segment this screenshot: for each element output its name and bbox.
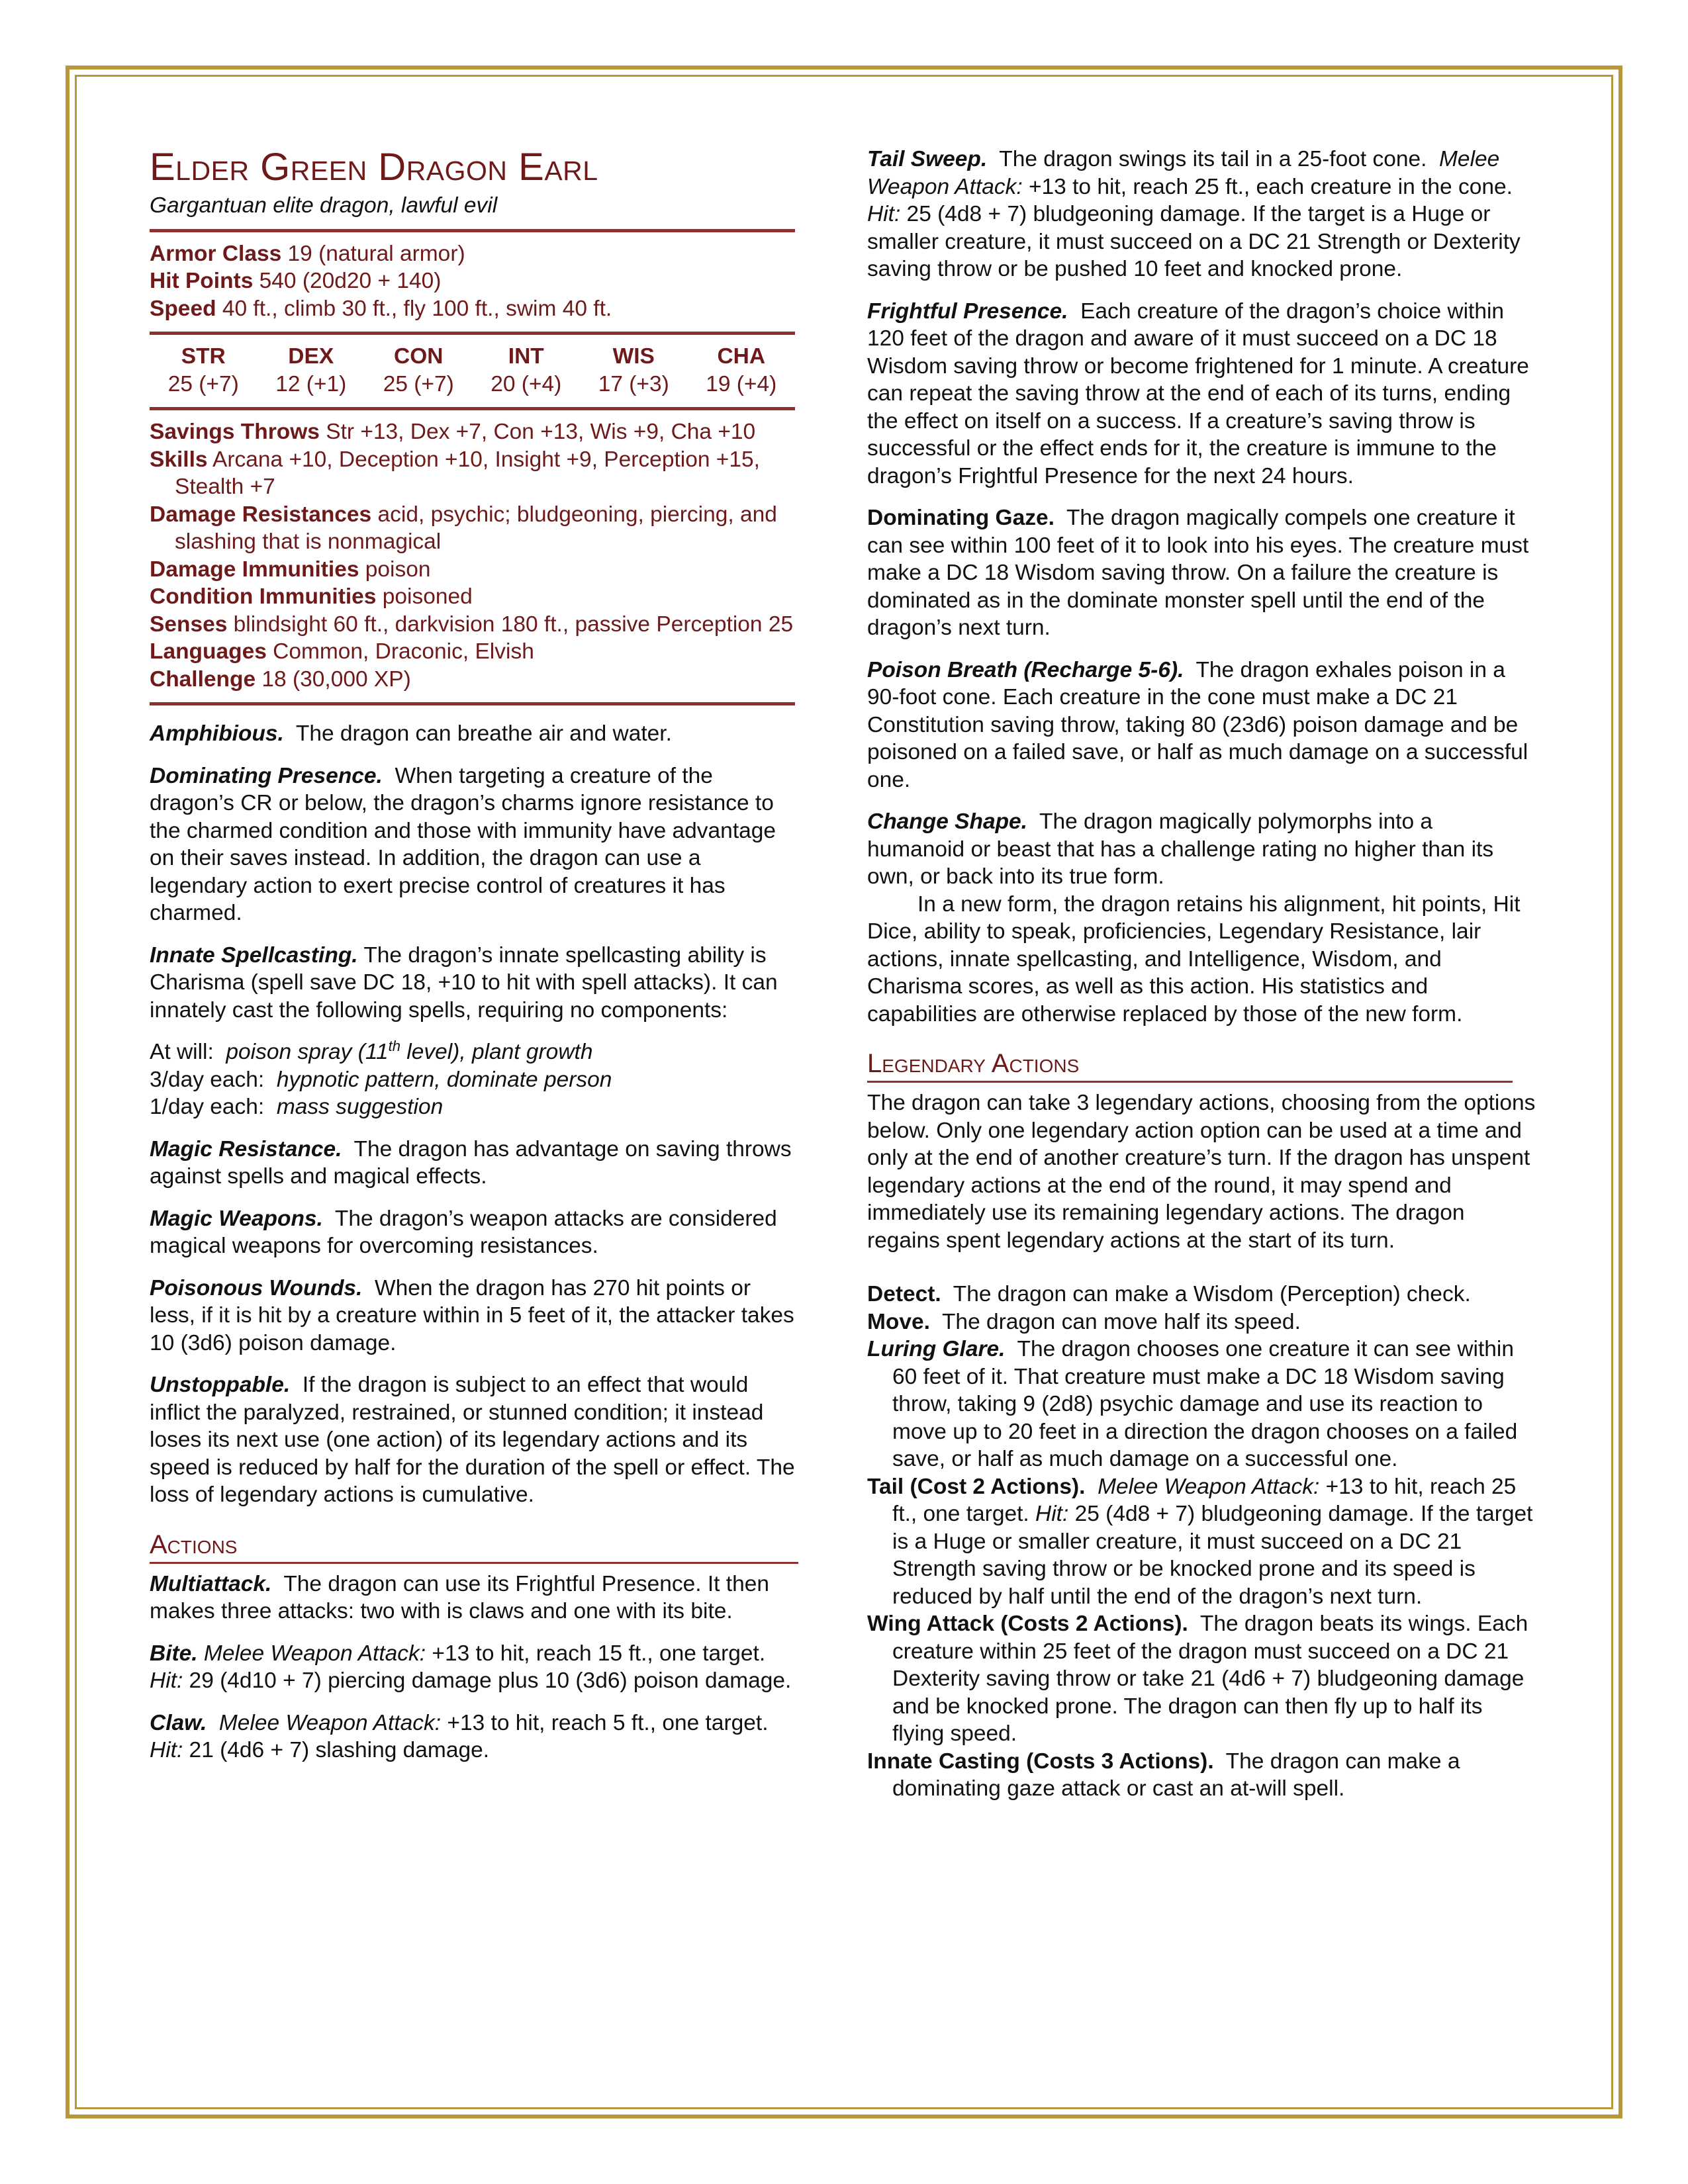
condition-immunities: Condition Immunities poisoned [150, 584, 473, 609]
action-tail-sweep: Tail Sweep. The dragon swings its tail in a 25-foot cone. Melee Weapon Attack: +13 to hit, reach 25 ft., each creature in the cone. Hit: 25 (4d8 + 7) bludgeoning damage. If the target is a Huge or smaller creature, it must succeed on a DC 21 Strength or Dexterity saving throw or be pushed 10 feet and knocked prone. [867, 147, 1521, 281]
trait-magic-resistance: Magic Resistance. The dragon has advantage on saving throws against spells and magical effects. [150, 1136, 792, 1189]
ability-name: CON [394, 344, 444, 369]
trait-innate-spellcasting: Innate Spellcasting. The dragon’s innate spellcasting ability is Charisma (spell save DC 18, +10 to hit with spell attacks). It can innately cast the following spells, requiring no components: [150, 942, 778, 1023]
legendary-intro: The dragon can take 3 legendary actions, choosing from the options below. Only one legendary action option can be used at a time and only at the end of another creature’s turn. If the dragon has unspent legendary actions at the end of the round, it may spend and immediately use its remaining legendary actions. The dragon regains spent legendary actions at the start of its turn. [867, 1091, 1536, 1253]
divider [150, 332, 795, 335]
left-column [150, 146, 798, 1779]
spells-at-will: At will: poison spray (11th level), plant growth [150, 1037, 593, 1064]
damage-resistances: Damage Resistances acid, psychic; bludgeoning, piercing, and slashing that is nonmagical [150, 502, 777, 554]
action-change-shape-details: In a new form, the dragon retains his alignment, hit points, Hit Dice, ability to speak, proficiencies, Legendary Resistance, lair actions, innate spellcasting, and Intelligence, Wisdom, and Charisma scores, as well as this action. His statistics and capabilities are otherwise replaced by those of the new form. [867, 891, 1521, 1026]
ability-score: 25 (+7) [167, 371, 239, 396]
speed: Speed 40 ft., climb 30 ft., fly 100 ft., swim 40 ft. [150, 296, 612, 321]
right-column [867, 146, 1536, 1803]
ability-name: INT [508, 344, 544, 369]
divider [150, 407, 795, 410]
trait-poisonous-wounds: Poisonous Wounds. When the dragon has 270 hit points or less, if it is hit by a creature within in 5 feet of it, the attacker takes 10 (3d6) poison damage. [150, 1275, 794, 1355]
action-poison-breath: Poison Breath (Recharge 5-6). The dragon exhales poison in a 90-foot cone. Each creature in the cone must make a DC 21 Constitution saving throw, taking 80 (23d6) poison damage and be poisoned on a failed save, or half as much damage on a successful one. [867, 657, 1528, 792]
ability-scores [150, 343, 795, 398]
action-change-shape: Change Shape. The dragon magically polymorphs into a humanoid or beast that has a challenge rating no higher than its own, or back into its true form. [867, 809, 1494, 889]
action-bite: Bite. Melee Weapon Attack: +13 to hit, reach 15 ft., one target. Hit: 29 (4d10 + 7) piercing damage plus 10 (3d6) poison damage. [150, 1641, 792, 1693]
divider [150, 702, 795, 705]
actions-heading: Actions [150, 1529, 798, 1564]
spells-three-per-day: 3/day each: hypnotic pattern, dominate person [150, 1067, 612, 1092]
ability-score: 25 (+7) [383, 371, 454, 396]
trait-unstoppable: Unstoppable. If the dragon is subject to an effect that would inflict the paralyzed, restrained, or stunned condition; it instead loses its next use (one action) of its legendary actions and its speed is reduced by half for the duration of the spell or effect. The loss of legendary actions is cumulative. [150, 1373, 795, 1507]
trait-amphibious: Amphibious. The dragon can breathe air and water. [150, 721, 672, 746]
action-dominating-gaze: Dominating Gaze. The dragon magically compels one creature it can see within 100 feet of it to look into his eyes. The creature must make a DC 18 Wisdom saving throw. On a failure the creature is dominated as in the dominate monster spell until the end of the dragon’s next turn. [867, 506, 1529, 640]
action-claw: Claw. Melee Weapon Attack: +13 to hit, reach 5 ft., one target. Hit: 21 (4d6 + 7) slashing damage. [150, 1710, 769, 1762]
legendary-innate-casting: Innate Casting (Costs 3 Actions). The dragon can make a dominating gaze attack or cast an at-will spell. [867, 1749, 1460, 1801]
hit-points: Hit Points 540 (20d20 + 140) [150, 269, 442, 293]
saving-throws: Savings Throws Str +13, Dex +7, Con +13, Wis +9, Cha +10 [150, 420, 756, 444]
legendary-tail: Tail (Cost 2 Actions). Melee Weapon Attack: +13 to hit, reach 25 ft., one target. Hit: 25 (4d8 + 7) bludgeoning damage. If the target is a Huge or smaller creature, it must succeed on a DC 21 Strength saving throw or be knocked prone and its speed is reduced by half until the end of the dragon’s next turn. [867, 1474, 1533, 1609]
challenge: Challenge 18 (30,000 XP) [150, 666, 411, 692]
ability-name: WIS [612, 344, 655, 369]
skills: Skills Arcana +10, Deception +10, Insight +9, Perception +15, Stealth +7 [150, 447, 760, 499]
monster-name: Elder Green Dragon Earl [150, 146, 598, 189]
legendary-move: Move. The dragon can move half its speed. [867, 1309, 1301, 1334]
ability-score: 12 (+1) [275, 371, 347, 396]
ability-score: 19 (+4) [706, 371, 777, 396]
legendary-wing-attack: Wing Attack (Costs 2 Actions). The dragon beats its wings. Each creature within 25 feet of the dragon must succeed on a DC 21 Dexterity saving throw or take 21 (4d6 + 7) bludgeoning damage and be knocked prone. The dragon can then fly up to half its flying speed. [867, 1612, 1528, 1746]
ability-score: 17 (+3) [598, 371, 669, 396]
languages: Languages Common, Draconic, Elvish [150, 639, 534, 664]
legendary-detect: Detect. The dragon can make a Wisdom (Perception) check. [867, 1282, 1471, 1306]
trait-dominating-presence: Dominating Presence. When targeting a creature of the dragon’s CR or below, the dragon’s charms ignore resistance to the charmed condition and those with immunity have advantage on their saves instead. In addition, the dragon can use a legendary action to exert precise control of creatures it has charmed. [150, 763, 776, 925]
ability-name: DEX [288, 344, 334, 369]
ability-name: CHA [717, 344, 766, 369]
monster-type: Gargantuan elite dragon, lawful evil [150, 193, 498, 218]
action-multiattack: Multiattack. The dragon can use its Frightful Presence. It then makes three attacks: two with is claws and one with its bite. [150, 1571, 769, 1623]
damage-immunities: Damage Immunities poison [150, 557, 431, 582]
ability-score: 20 (+4) [491, 371, 562, 396]
senses: Senses blindsight 60 ft., darkvision 180 ft., passive Perception 25 [150, 612, 794, 637]
action-frightful-presence: Frightful Presence. Each creature of the dragon’s choice within 120 feet of the dragon and aware of it must succeed on a DC 18 Wisdom saving throw or become frightened for 1 minute. A creature can repeat the saving throw at the end of each of its turns, ending the effect on itself on a success. If a creature’s saving throw is successful or the effect ends for it, the creature is immune to the dragon’s Frightful Presence for the next 24 hours. [867, 298, 1529, 488]
spells-one-per-day: 1/day each: mass suggestion [150, 1095, 444, 1119]
trait-magic-weapons: Magic Weapons. The dragon’s weapon attacks are considered magical weapons for overcoming resistances. [150, 1206, 777, 1258]
legendary-luring-glare: Luring Glare. The dragon chooses one creature it can see within 60 feet of it. That creature must make a DC 18 Wisdom saving throw, taking 9 (2d8) psychic damage and use its reaction to move up to 20 feet in a direction the dragon chooses on a failed save, or half as much damage on a successful one. [867, 1337, 1518, 1471]
legendary-actions-heading: Legendary Actions [867, 1048, 1513, 1083]
divider [150, 229, 795, 232]
ability-name: STR [181, 344, 226, 369]
spell-list [150, 1038, 798, 1121]
armor-class: Armor Class 19 (natural armor) [150, 241, 465, 266]
